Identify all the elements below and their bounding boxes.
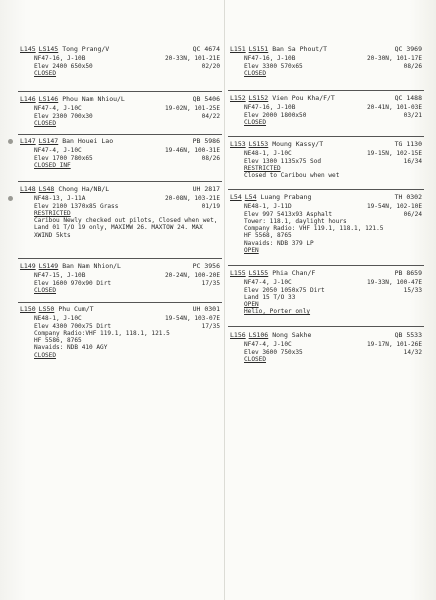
runway-heading: 04/22 <box>201 112 220 120</box>
punch-hole <box>8 139 13 144</box>
airfield-name: Tong Prang/V <box>62 45 110 53</box>
status: CLOSED <box>244 69 267 77</box>
tower-frequency: Tower: 118.1, daylight hours <box>244 217 347 225</box>
airfield-entry-l156 <box>230 332 422 363</box>
airfield-name: Luang Prabang <box>260 193 312 201</box>
airfield-alt-code: LS50 <box>38 305 55 313</box>
map-sheet: NF47-16, J-10B <box>244 104 296 112</box>
map-sheet: NE48-1, J-10C <box>244 150 292 158</box>
hf-frequencies: HF 5586, 8765 <box>34 337 82 345</box>
map-sheet: NF47-15, J-10B <box>34 272 86 280</box>
chart-reference: QC 3969 <box>394 45 422 53</box>
airfield-alt-code: LS145 <box>38 45 59 53</box>
coordinates: 20-08N, 103-21E <box>164 195 220 203</box>
airfield-entry-l146 <box>20 96 220 127</box>
airfield-alt-code: LS155 <box>248 269 269 277</box>
airfield-code: L54 <box>230 193 242 201</box>
chart-reference: PB 8659 <box>394 269 422 277</box>
airfield-name: Phou Nam Nhiou/L <box>62 95 125 103</box>
runway-heading: 06/24 <box>403 210 422 218</box>
airfield-name: Phu Cum/T <box>58 305 94 313</box>
airfield-entry-l54 <box>230 194 422 254</box>
airfield-entry-l148 <box>20 186 220 239</box>
airfield-code: L153 <box>230 140 246 148</box>
elevation-runway: Elev 2400 650x50 <box>34 62 93 70</box>
airfield-code: L156 <box>230 331 246 339</box>
chart-reference: UH 0301 <box>192 305 220 313</box>
chart-reference: QC 4674 <box>192 45 220 53</box>
coordinates: 20-41N, 101-03E <box>366 104 422 112</box>
elevation-runway: Elev 4300 700x75 Dirt <box>34 322 112 330</box>
airfield-name: Phia Chan/F <box>272 269 316 277</box>
elevation-runway: Elev 1600 970x90 Dirt <box>34 279 112 287</box>
map-sheet: NF47-4, J-10C <box>244 341 292 349</box>
coordinates: 19-17N, 101-26E <box>366 341 422 349</box>
elevation-runway: Elev 1700 780x65 <box>34 154 93 162</box>
airfield-entry-l147 <box>20 138 220 169</box>
chart-reference: QB 5533 <box>394 331 422 339</box>
coordinates: 20-33N, 101-21E <box>164 55 220 63</box>
airfield-entry-l155 <box>230 270 422 316</box>
airfield-name: Ban Sa Phout/T <box>272 45 328 53</box>
remarks: Caribou Newly checked out pilots, Closed when wet, Land 01 T/O 19 only, MAXIMW 26. MAXTOW 24. MAX XWIND 5kts <box>34 217 218 239</box>
airfield-name: Vien Pou Kha/F/T <box>272 94 335 102</box>
aircraft-restriction: Helio, Porter only <box>244 308 311 316</box>
status: OPEN <box>244 247 259 255</box>
navaids: Navaids: NDB 379 LP <box>244 239 314 247</box>
status: RESTRICTED <box>244 164 281 172</box>
airfield-code: L148 <box>20 185 36 193</box>
airfield-code: L149 <box>20 262 36 270</box>
status: CLOSED <box>244 118 267 126</box>
runway-heading: 16/34 <box>403 157 422 165</box>
chart-reference: PB 5986 <box>192 137 220 145</box>
status: OPEN <box>244 301 259 309</box>
elevation-runway: Elev 3300 570x65 <box>244 62 303 70</box>
coordinates: 20-30N, 101-17E <box>366 55 422 63</box>
status: CLOSED <box>34 286 57 294</box>
runway-heading: 17/35 <box>201 279 220 287</box>
map-sheet: NF47-4, J-10C <box>244 279 292 287</box>
airfield-name: Ban Nam Nhion/L <box>62 262 121 270</box>
airfield-code: L146 <box>20 95 36 103</box>
divider <box>228 136 424 137</box>
elevation-runway: Elev 3600 750x35 <box>244 348 303 356</box>
company-radio: Company Radio: VHF 119.1, 118.1, 121.5 <box>244 225 384 233</box>
airfield-alt-code: LS48 <box>38 185 55 193</box>
runway-heading: 17/35 <box>201 322 220 330</box>
coordinates: 19-02N, 101-25E <box>164 105 220 113</box>
elevation-runway: Elev 997 5413x93 Asphalt <box>244 210 333 218</box>
divider <box>228 189 424 190</box>
coordinates: 19-46N, 100-31E <box>164 147 220 155</box>
chart-reference: TH 0302 <box>394 193 422 201</box>
divider <box>228 265 424 266</box>
company-radio: Company Radio:VHF 119.1, 118.1, 121.5 <box>34 329 170 337</box>
runway-heading: 02/20 <box>201 62 220 70</box>
airfield-code: L147 <box>20 137 36 145</box>
airfield-alt-code: LS149 <box>38 262 59 270</box>
divider <box>228 326 424 327</box>
punch-hole <box>8 196 13 201</box>
airfield-entry-l145 <box>20 46 220 77</box>
airfield-code: L152 <box>230 94 246 102</box>
airfield-name: Moung Kassy/T <box>272 140 324 148</box>
runway-heading: 08/26 <box>403 62 422 70</box>
elevation-runway: Elev 1300 1135x75 Sod <box>244 157 322 165</box>
airfield-name: Ban Houei Lao <box>62 137 114 145</box>
coordinates: 19-54N, 102-10E <box>366 203 422 211</box>
status: CLOSED INF <box>34 161 71 169</box>
runway-heading: 01/19 <box>201 202 220 210</box>
divider <box>228 90 424 91</box>
hf-frequencies: HF 5568, 8765 <box>244 232 292 240</box>
map-sheet: NF47-4, J-10C <box>34 105 82 113</box>
airfield-code: L145 <box>20 45 36 53</box>
airfield-alt-code: LS146 <box>38 95 59 103</box>
map-sheet: NE48-1, J-10C <box>34 315 82 323</box>
coordinates: 19-54N, 103-07E <box>164 315 220 323</box>
runway-heading: 08/26 <box>201 154 220 162</box>
chart-reference: QC 1488 <box>394 94 422 102</box>
coordinates: 19-33N, 100-47E <box>366 279 422 287</box>
airfield-alt-code: LS151 <box>248 45 269 53</box>
elevation-runway: Elev 2000 1800x50 <box>244 111 307 119</box>
coordinates: 19-15N, 102-15E <box>366 150 422 158</box>
runway-heading: 03/21 <box>403 111 422 119</box>
map-sheet: NF47-4, J-10C <box>34 147 82 155</box>
chart-reference: QB 5406 <box>192 95 220 103</box>
airfield-code: L155 <box>230 269 246 277</box>
airfield-entry-l150 <box>20 306 220 359</box>
status: CLOSED <box>34 119 57 127</box>
map-sheet: NE48-1, J-11D <box>244 203 292 211</box>
divider <box>18 91 222 92</box>
airfield-alt-code: LS147 <box>38 137 59 145</box>
airfield-entry-l153 <box>230 141 422 179</box>
runway-heading: 14/32 <box>403 348 422 356</box>
airfield-entry-l149 <box>20 263 220 294</box>
airfield-name: Nong Sakhe <box>272 331 312 339</box>
elevation-runway: Elev 2300 700x30 <box>34 112 93 120</box>
status: CLOSED <box>34 69 57 77</box>
airfield-name: Chong Ha/NB/L <box>58 185 110 193</box>
airfield-code: L151 <box>230 45 246 53</box>
landing-note: Land 15 T/O 33 <box>244 293 296 301</box>
runway-heading: 15/33 <box>403 286 422 294</box>
airfield-alt-code: L54 <box>244 193 257 201</box>
divider <box>18 181 222 182</box>
page-fold <box>224 0 225 600</box>
airfield-alt-code: LS152 <box>248 94 269 102</box>
divider <box>18 258 222 259</box>
status: CLOSED <box>244 355 267 363</box>
map-sheet: NF47-16, J-10B <box>34 55 86 63</box>
status: CLOSED <box>34 351 57 359</box>
airfield-code: L150 <box>20 305 36 313</box>
airfield-alt-code: LS106 <box>248 331 269 339</box>
airfield-entry-l151 <box>230 46 422 77</box>
status: RESTRICTED <box>34 209 71 217</box>
remarks: Closed to Caribou when wet <box>244 172 340 180</box>
airfield-alt-code: LS153 <box>248 140 269 148</box>
navaids: Navaids: NDB 410 AGY <box>34 344 108 352</box>
elevation-runway: Elev 2050 1050x75 Dirt <box>244 286 325 294</box>
chart-reference: TG 1130 <box>394 140 422 148</box>
chart-reference: UH 2817 <box>192 185 220 193</box>
map-sheet: NF48-13, J-11A <box>34 195 86 203</box>
divider <box>18 134 222 135</box>
elevation-runway: Elev 2100 1370x85 Grass <box>34 202 119 210</box>
coordinates: 20-24N, 100-20E <box>164 272 220 280</box>
chart-reference: PC 3956 <box>192 262 220 270</box>
divider <box>18 302 222 303</box>
airfield-entry-l152 <box>230 95 422 126</box>
map-sheet: NF47-16, J-10B <box>244 55 296 63</box>
